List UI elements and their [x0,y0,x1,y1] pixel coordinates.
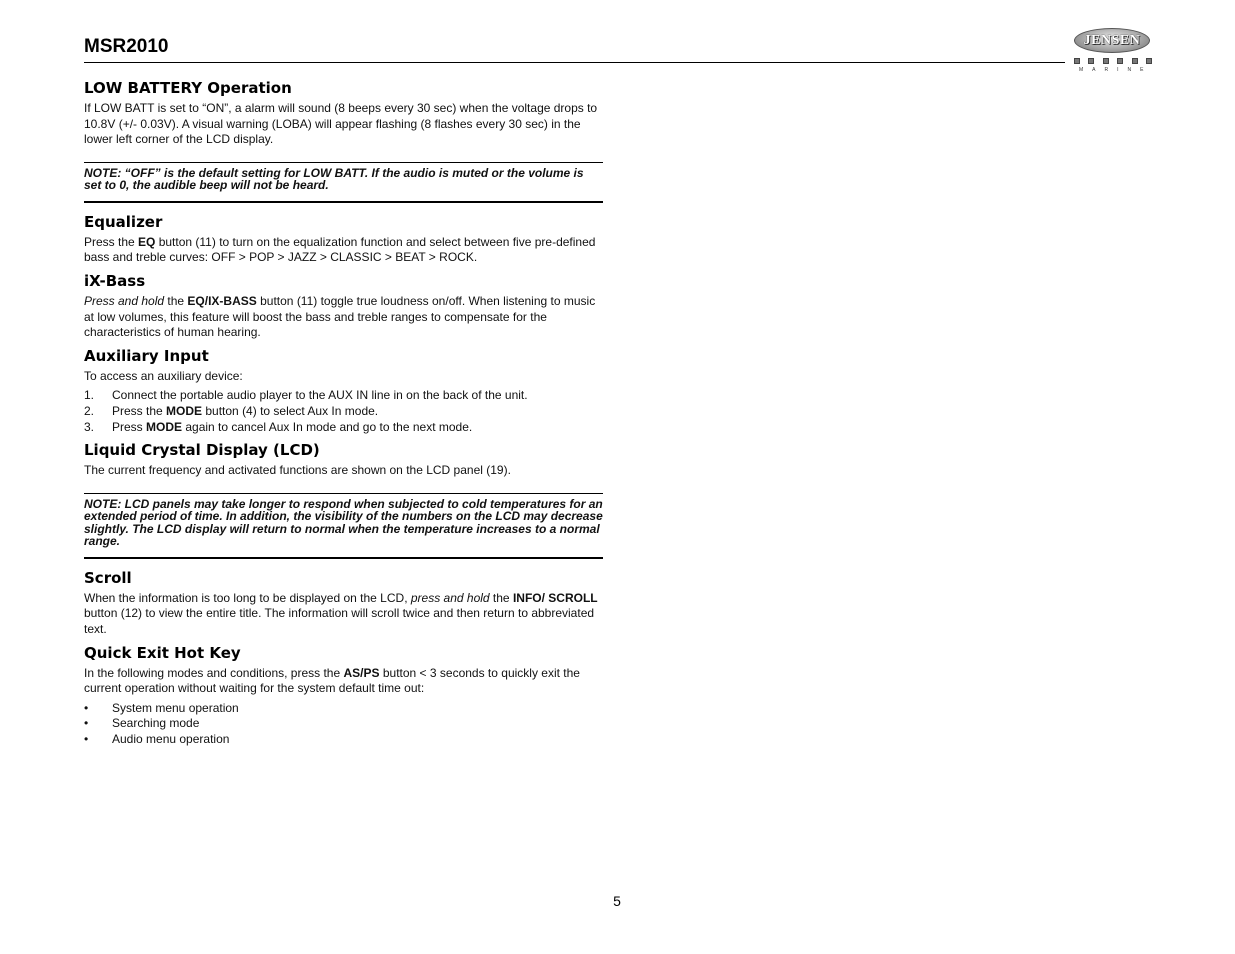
list-item [84,404,603,420]
text-run: button (11) toggle true loudness on/off. When listening to music at low volumes, this feature will boost the bass and treble ranges to compensate for the characteristics of human hearing. [84,293,596,340]
emphasis-text: Press and hold [84,293,165,308]
main-content [84,79,603,747]
section-body [84,591,603,638]
numbered-list [84,388,603,435]
note-box: NOTE: “OFF” is the default setting for LOW BATT. If the audio is muted or the volume is set to 0, the audible beep will not be heard. [84,162,603,203]
model-title: MSR2010 [84,36,169,57]
text-run: the [164,293,188,308]
logo-square-icon [1103,58,1109,64]
list-number: 2. [84,403,95,418]
emphasis-text: press and hold [410,590,490,605]
section-auxiliary-input [84,347,603,435]
section-equalizer [84,213,603,266]
logo-square-icon [1088,58,1094,64]
list-number: 1. [84,388,95,403]
bullet-icon: • [84,731,89,746]
text-run: In the following modes and conditions, press the [84,665,344,680]
bullet-icon: • [84,716,89,731]
logo-subtitle: MARINE [1079,67,1153,73]
button-name: AS/PS [343,665,380,680]
button-name: MODE [166,403,203,418]
section-intro: To access an auxiliary device: [84,368,243,383]
section-body [84,666,603,697]
section-heading: LOW BATTERY Operation [84,79,292,97]
list-item [84,420,603,436]
text-run: Searching mode [112,716,200,731]
logo-icon-strip [1074,58,1152,64]
list-number: 3. [84,419,95,434]
text-run: Press [112,419,147,434]
button-name: MODE [146,419,183,434]
text-run: When the information is too long to be displayed on the LCD, [84,590,411,605]
note-box: NOTE: LCD panels may take longer to respond when subjected to cold temperatures for an extended period of time. In addition, the visibility of the numbers on the LCD may decrease slightly. The LCD display will return to normal when the temperature increases to a normal range. [84,493,603,559]
section-heading: Scroll [84,568,132,587]
section-body: If LOW BATT is set to “ON”, a alarm will sound (8 beeps every 30 sec) when the voltage drops to 10.8V (+/- 0.03V). A visual warning (LOBA) will appear flashing (8 flashes every 30 sec) in the lower left corner of the LCD display. [84,101,598,147]
section-body [84,235,603,266]
text-run: System menu operation [112,700,239,715]
section-heading: Equalizer [84,212,163,231]
list-item [84,732,603,748]
section-heading: Liquid Crystal Display (LCD) [84,441,320,460]
page-number: 5 [613,893,621,909]
text-run: button (12) to view the entire title. The information will scroll twice and then return to abbreviated text. [84,606,595,636]
text-run: the [489,590,513,605]
list-item [84,701,603,717]
section-heading: Auxiliary Input [84,346,209,365]
section-heading: Quick Exit Hot Key [84,643,241,662]
list-item [84,388,603,404]
section-quick-exit [84,644,603,748]
logo-square-icon [1132,58,1138,64]
logo-wordmark: JENSEN [1083,33,1141,48]
text-run: Audio menu operation [112,731,230,746]
text-run: again to cancel Aux In mode and go to the next mode. [182,419,473,434]
text-run: button < 3 seconds to quickly exit the current operation without waiting for the system default time out: [84,665,580,696]
header-rule [84,62,1065,63]
section-body [84,294,603,341]
button-name: EQ/IX-BASS [187,293,257,308]
text-run: Press the [84,234,139,249]
section-lcd [84,441,603,559]
text-run: button (4) to select Aux In mode. [202,403,379,418]
section-heading: iX-Bass [84,271,146,290]
section-body: The current frequency and activated functions are shown on the LCD panel (19). [84,463,511,478]
section-low-battery [84,79,603,203]
logo-square-icon [1074,58,1080,64]
bullet-list [84,701,603,748]
text-run: button (11) to turn on the equalization function and select between five pre-defined bass and treble curves: OFF > POP > JAZZ > CLASSIC > BEAT > ROCK. [84,234,596,265]
text-run: Connect the portable audio player to the AUX IN line in on the back of the unit. [112,388,528,403]
button-name: INFO/ SCROLL [512,590,598,605]
jensen-marine-logo [1071,26,1155,76]
logo-square-icon [1146,58,1152,64]
button-name: EQ [138,234,156,249]
section-scroll [84,569,603,638]
logo-square-icon [1117,58,1123,64]
section-ix-bass [84,272,603,341]
text-run: Press the [112,403,167,418]
list-item [84,716,603,732]
bullet-icon: • [84,700,89,715]
